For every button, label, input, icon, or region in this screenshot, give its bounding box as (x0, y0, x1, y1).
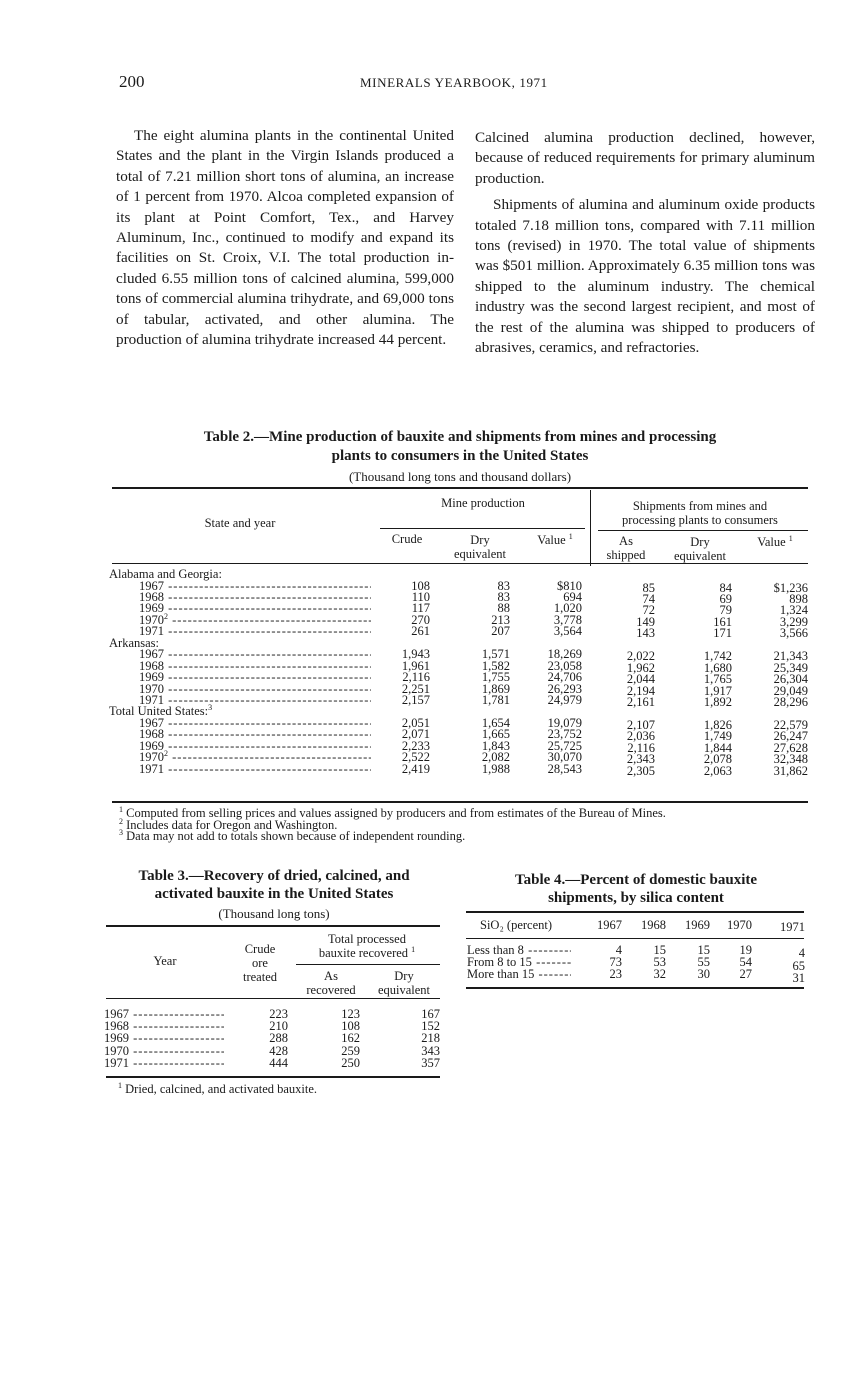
year: 1970 (104, 1043, 129, 1058)
table-cell: 29,049 (773, 683, 808, 698)
header-text: Dry (470, 533, 490, 547)
table-cell: 1,826 (703, 717, 732, 732)
table-cell: 22,579 (773, 717, 808, 732)
table-cell: 357 (421, 1055, 440, 1070)
year: 1971 (139, 624, 164, 639)
table-4-header-rule (466, 938, 804, 939)
footnote-ref: 2 (164, 612, 168, 621)
footnote-mark: 1 (118, 1080, 122, 1090)
table-cell: 161 (713, 614, 732, 629)
table-cell: 1,843 (481, 738, 510, 753)
table-cell: 223 (269, 1007, 288, 1021)
table-cell: 1,665 (481, 727, 510, 742)
table-3-bottom-rule (106, 1076, 440, 1078)
table-row-label (139, 624, 371, 639)
table-cell: 31,862 (773, 763, 808, 778)
table-cell: 218 (421, 1031, 440, 1046)
footnote-mark: 1 (119, 804, 123, 814)
table-cell: 143 (636, 626, 655, 641)
table-cell: 694 (563, 589, 582, 604)
table-cell: 3,299 (779, 614, 808, 629)
year: 1967 (139, 715, 164, 730)
footnote-ref: 1 (568, 531, 573, 541)
row-label: More than 15 (467, 967, 535, 981)
header-as-shipped (596, 534, 656, 562)
table-cell: 21,343 (773, 649, 808, 664)
table-cell: 55 (697, 955, 710, 969)
body-column-left (116, 126, 454, 350)
year: 1970 (139, 612, 164, 627)
row-label: From 8 to 15 (467, 955, 532, 969)
table-2-title-line-2: plants to consumers in the United States (331, 448, 589, 464)
year: 1969 (139, 738, 164, 753)
table-cell: 108 (341, 1019, 360, 1034)
table-4-header-year: 1968 (641, 918, 666, 932)
table-cell: 31 (792, 971, 805, 985)
table-cell: 27 (739, 967, 752, 981)
table-cell: 19 (739, 943, 752, 957)
table-cell: 79 (719, 603, 732, 618)
year: 1967 (139, 578, 164, 593)
table-cell: 15 (697, 943, 710, 957)
table-cell: 2,071 (401, 727, 430, 742)
table-cell: 1,324 (779, 603, 808, 618)
table-cell: 2,051 (401, 715, 430, 730)
table-cell: 1,917 (703, 683, 732, 698)
table-3-header-rule (106, 998, 440, 999)
table-cell: 1,962 (626, 660, 655, 675)
table-3-header-as-recovered (298, 969, 364, 997)
table-cell: 2,419 (401, 761, 430, 776)
table-cell: 32,348 (773, 752, 808, 767)
year: 1968 (139, 589, 164, 604)
table-cell: 19,079 (547, 715, 582, 730)
table-cell: 65 (792, 959, 805, 973)
table-cell: 69 (719, 591, 732, 606)
table-cell: 23,752 (547, 727, 582, 742)
table-cell: 2,022 (626, 649, 655, 664)
year: 1971 (104, 1055, 129, 1070)
table-cell: 444 (269, 1055, 288, 1070)
year: 1969 (139, 670, 164, 685)
footnote-mark: 2 (119, 816, 123, 826)
header-shipments-line-2: processing plants to consumers (622, 513, 778, 527)
table-4-title-line-1: Table 4.—Percent of domestic bauxite (514, 872, 758, 888)
table-row-label (139, 762, 371, 777)
year: 1970 (139, 681, 164, 696)
table-cell: 1,020 (553, 601, 582, 616)
table-cell: 1,844 (703, 740, 732, 755)
header-dry-equivalent (440, 533, 520, 561)
table-row-label (467, 967, 571, 982)
table-cell: 123 (341, 1007, 360, 1021)
table-cell: 1,869 (481, 681, 510, 696)
table-cell: 2,063 (703, 763, 732, 778)
header-group-rule (598, 530, 808, 531)
header-text: Total processed (328, 932, 406, 946)
header-text: treated (242, 970, 277, 984)
table-cell: 149 (636, 614, 655, 629)
table-3-header-total-processed (296, 932, 438, 960)
table-cell: $1,236 (773, 580, 808, 595)
table-cell: 1,765 (703, 672, 732, 687)
row-label: Less than 8 (467, 943, 524, 957)
table-cell: 171 (713, 626, 732, 641)
table-row-label (104, 1056, 224, 1071)
table-cell: 88 (497, 601, 510, 616)
footnote-ref: 1 (788, 533, 793, 543)
table-cell: 15 (653, 943, 666, 957)
table-cell: 2,082 (481, 750, 510, 765)
table-4-header-silica: SiO₂ (percent) (480, 918, 553, 932)
table-cell: 898 (789, 591, 808, 606)
header-text: equivalent (377, 983, 431, 997)
header-text: ore (252, 956, 268, 970)
header-mine-production: Mine production (441, 496, 525, 510)
group-name: Total United States: (109, 704, 209, 719)
table-4-header-year: 1971 (780, 920, 805, 934)
year: 1969 (139, 601, 164, 616)
table-2-header-rule (112, 563, 808, 564)
year: 1971 (139, 761, 164, 776)
table-2-title-line-1: Table 2.—Mine production of bauxite and shipments from mines and processing (203, 429, 717, 445)
running-title: MINERALS YEARBOOK, 1971 (360, 75, 548, 90)
footnote-mark: 3 (119, 827, 123, 837)
table-cell: 2,044 (626, 672, 655, 687)
table-2-top-rule (112, 487, 808, 489)
table-3-header-dry-equivalent (368, 969, 440, 997)
table-2-subtitle: (Thousand long tons and thousand dollars) (348, 469, 572, 484)
footnote-ref: 3 (208, 703, 213, 713)
table-cell: 85 (642, 580, 655, 595)
table-cell: 23 (609, 967, 622, 981)
table-cell: 26,247 (773, 729, 808, 744)
table-cell: 2,078 (703, 752, 732, 767)
year: 1968 (139, 727, 164, 742)
table-cell: 2,107 (626, 717, 655, 732)
footnote-ref: 1 (411, 944, 416, 954)
table-cell: 84 (719, 580, 732, 595)
header-text: As (619, 534, 633, 548)
table-cell: 117 (411, 601, 430, 616)
footnote-text: Data may not add to totals shown because of independent rounding. (126, 829, 466, 843)
body-paragraph: Calcined alumina production declined, however, because of reduced requirements for primary aluminum production. (475, 129, 815, 187)
header-text: shipped (606, 548, 646, 562)
year: 1968 (139, 658, 164, 673)
body-column-right (475, 128, 815, 358)
table-cell: 3,778 (553, 612, 582, 627)
group-name: Alabama and Georgia: (109, 567, 222, 581)
header-group-rule (380, 528, 585, 529)
table-cell: 83 (497, 578, 510, 593)
header-text: Value (537, 533, 566, 547)
footnote-text: Includes data for Oregon and Washington. (126, 817, 338, 832)
header-text: Dry (690, 535, 710, 549)
table-cell: 1,961 (401, 658, 430, 673)
table-cell: 25,349 (773, 660, 808, 675)
header-text: Crude (244, 942, 276, 956)
header-text: equivalent (453, 547, 507, 561)
table-4-title-line-2: shipments, by silica content (548, 890, 724, 906)
table-cell: 2,233 (401, 738, 430, 753)
table-4-top-rule (466, 911, 804, 913)
table-2-footnote (119, 829, 465, 844)
table-cell: 26,293 (547, 681, 582, 696)
table-cell: 1,755 (481, 670, 510, 685)
table-cell: 2,522 (401, 750, 430, 765)
table-cell: 288 (269, 1031, 288, 1046)
table-cell: 1,749 (703, 729, 732, 744)
footnote-ref: 2 (164, 750, 168, 759)
header-divider (590, 490, 591, 566)
table-cell: 30 (697, 967, 710, 981)
header-text: Dry (394, 969, 414, 983)
header-crude: Crude (391, 532, 423, 546)
header-shipments-line-1: Shipments from mines and (632, 499, 768, 513)
table-cell: 25,725 (547, 738, 582, 753)
table-3-footnote (118, 1082, 317, 1097)
table-cell: 152 (421, 1019, 440, 1034)
table-cell: 4 (798, 946, 805, 960)
table-cell: 1,571 (481, 647, 510, 662)
table-cell: 162 (341, 1031, 360, 1046)
table-3-subtitle: (Thousand long tons) (218, 906, 330, 921)
table-cell: $810 (557, 578, 582, 593)
table-cell: 110 (411, 589, 430, 604)
header-value (525, 533, 585, 547)
table-cell: 72 (642, 603, 655, 618)
header-dry-equivalent-shipped (662, 535, 738, 563)
table-cell: 32 (653, 967, 666, 981)
table-3-title-line-1: Table 3.—Recovery of dried, calcined, and (138, 868, 410, 884)
table-cell: 167 (421, 1007, 440, 1021)
table-4-header-year: 1970 (727, 918, 752, 932)
table-cell: 54 (739, 955, 752, 969)
table-cell: 1,988 (481, 761, 510, 776)
table-cell: 2,194 (626, 683, 655, 698)
table-cell: 343 (421, 1043, 440, 1058)
header-text: recovered (306, 983, 356, 997)
year: 1969 (104, 1031, 129, 1046)
table-cell: 3,564 (553, 624, 582, 639)
group-name: Arkansas: (109, 635, 159, 650)
table-cell: 2,161 (626, 695, 655, 709)
header-state-and-year: State and year (204, 516, 276, 530)
table-4-header-year: 1969 (685, 918, 710, 932)
header-text: Value (757, 535, 786, 549)
table-cell: 108 (411, 578, 430, 593)
year: 1968 (104, 1019, 129, 1034)
table-cell: 24,706 (547, 670, 582, 685)
table-cell: 24,979 (547, 693, 582, 707)
header-text: As (324, 969, 338, 983)
table-cell: 261 (411, 624, 430, 639)
table-cell: 3,566 (779, 626, 808, 641)
table-cell: 30,070 (547, 750, 582, 765)
table-cell: 1,654 (481, 715, 510, 730)
page-number: 200 (119, 72, 145, 91)
table-2-bottom-rule (112, 801, 808, 803)
table-cell: 2,036 (626, 729, 655, 744)
body-paragraph: Shipments of alumina and aluminum oxide products totaled 7.18 million tons, compared with 7.11 million tons (revised) in 1970. The total value of shipments was $501 million. Approximately 6.35 million tons was shipped to the aluminum industry. The chemical industry was the second largest recipient, and most of the rest of the alumina was shipped to producers of abrasives, ceramics, and refractories. (475, 196, 815, 357)
table-cell: 2,251 (401, 681, 430, 696)
table-cell: 1,680 (703, 660, 732, 675)
table-3-top-rule (106, 925, 440, 927)
table-cell: 428 (269, 1043, 288, 1058)
footnote-text: Computed from selling prices and values assigned by producers and from estimates of the Bureau of Mines. (126, 806, 666, 820)
table-cell: 73 (609, 955, 622, 969)
table-cell: 250 (341, 1055, 360, 1070)
footnote-text: Dried, calcined, and activated bauxite. (125, 1082, 318, 1096)
year: 1967 (139, 647, 164, 662)
table-3-header-crude-ore-treated (232, 942, 288, 984)
table-cell: 2,157 (401, 693, 430, 707)
body-paragraph: The eight alumina plants in the continental United States and the plant in the Virgin Islands produced a total of 7.21 million short tons of alumina, an increase of 1 percent from 1970. Alcoa completed expansion of its plant at Point Comfort, Tex., and Harvey Aluminum, Inc., continued to modify and expand its facilities on St. Croix, V.I. The total production included 6.55 million tons of calcined alumina, 599,000 tons of commercial alumina trihydrate, and 69,000 tons of tabular, activated, and other alumina. The production of alumina trihydrate increased 44 percent. (116, 127, 454, 349)
table-cell: 1,943 (401, 647, 430, 662)
table-cell: 27,628 (773, 740, 808, 755)
table-cell: 26,304 (773, 672, 808, 687)
header-text: bauxite recovered (318, 946, 409, 960)
table-cell: 74 (642, 591, 655, 606)
table-cell: 1,781 (481, 693, 510, 707)
header-group-rule (296, 964, 440, 965)
table-cell: 23,058 (547, 658, 582, 673)
table-cell: 2,116 (402, 670, 430, 685)
table-cell: 83 (497, 589, 510, 604)
header-value-shipped (744, 535, 806, 549)
table-3-title-line-2: activated bauxite in the United States (154, 886, 394, 902)
table-cell: 207 (491, 624, 510, 639)
table-cell: 53 (653, 955, 666, 969)
table-4-header-year: 1967 (597, 918, 622, 932)
table-cell: 28,296 (773, 695, 808, 709)
year: 1967 (104, 1007, 129, 1021)
table-cell: 4 (615, 943, 622, 957)
table-cell: 28,543 (547, 761, 582, 776)
table-cell: 2,343 (626, 752, 655, 767)
table-cell: 18,269 (547, 647, 582, 662)
table-cell: 1,892 (703, 695, 732, 709)
table-cell: 2,305 (626, 763, 655, 778)
table-cell: 1,582 (481, 658, 510, 673)
table-cell: 259 (341, 1043, 360, 1058)
year: 1971 (139, 693, 164, 707)
table-cell: 1,742 (703, 649, 732, 664)
year: 1970 (139, 750, 164, 765)
header-text: equivalent (673, 549, 727, 563)
table-cell: 210 (269, 1019, 288, 1034)
table-4-bottom-rule (466, 987, 804, 989)
table-3-header-year: Year (153, 954, 177, 968)
table-cell: 213 (491, 612, 510, 627)
table-cell: 270 (411, 612, 430, 627)
table-cell: 2,116 (627, 740, 655, 755)
